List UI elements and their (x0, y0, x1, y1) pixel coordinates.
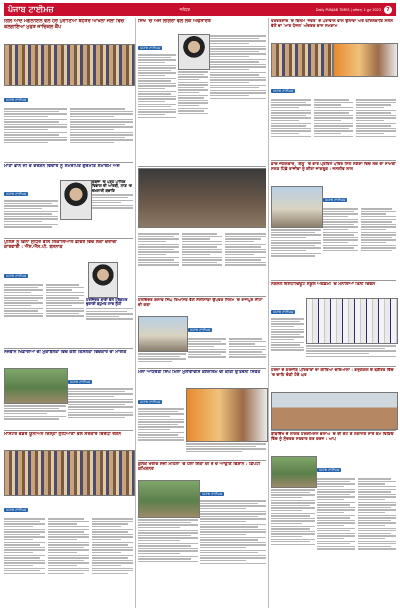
article-dc-more (138, 518, 198, 608)
byline-tag: ਪੰਜਾਬ ਟਾਈਮਜ਼ (190, 328, 211, 332)
photo-farvar-1 (271, 43, 333, 77)
byline-tag: ਪੰਜਾਬ ਟਾਈਮਜ਼ (6, 98, 27, 102)
article-sikh-body-1 (138, 34, 176, 164)
masthead-right (316, 6, 392, 14)
headline: ਨੈਸ਼ਨਲ ਇੰਸਟੀਚਿਊਟ ਸਕੂਲ ਅਕੈਡਮੀ 'ਚ ਮਨਾਇਆ ਤਿੰਨੀ ਦਿਵਸ (271, 282, 376, 287)
divider (4, 430, 133, 431)
photo-school (306, 298, 398, 344)
photo-eye-camp (4, 44, 135, 86)
photo-dak (271, 186, 323, 228)
article-police-body (4, 262, 84, 332)
page-number: 7 (384, 6, 392, 14)
divider (138, 296, 266, 297)
article-middle-body (138, 230, 266, 294)
photo-halwinder (138, 316, 188, 352)
headline: ਮਾਸਟਰ ਵੰਡਰ ਯੂਨੀਅਨ ਜ਼ਿਲ੍ਹਾ ਲੁਧਿਆਣਾ ਵੱਲੋਂ ਸਰਕਾਰ ਵਿਰਧੀ ਰੋਸ਼ਨ (4, 432, 122, 437)
article-police (4, 240, 133, 260)
byline-tag: ਪੰਜਾਬ ਟਾਈਮਜ਼ (325, 198, 346, 202)
masthead-title: ਪੰਜਾਬ ਟਾਈਮਜ਼ (8, 4, 54, 14)
article-mela-body (138, 388, 184, 458)
headline: ਸਿੱਖੋ 'ਚ ਅੱਜ ਲਗਿਰਾਂ ਵੱਲੋਂ ਲੋਕ ਅਫਸਾਰਤ (138, 19, 211, 24)
article-mela (138, 370, 266, 386)
column-divider (135, 18, 136, 608)
headline: ਬੀਬਦਿੱਖੋ ਦੇ ਲਾਗਤ ਹਰਕਮਿਸ਼ਨ ਭਲਾਅ 'ਚ ਦੀ ਕੋਟ ਕੇ ਲਗਾਨਤੇ ਸਾਰੇ ਕੰਮ ਵਿਡਿਓ ਵਿੱਚ ਨੂੰ ਸੁੰਦਰਕ ਸਰਵਾਰ ਕਰ ਕਰਜ : ਆਪ (271, 432, 394, 441)
masthead-meta: Daily PUNJAB TIMES | ਜਲੰਧਰ, 1 ਜੂਨ 2023 (315, 7, 381, 12)
photo-animal (138, 168, 266, 228)
article-sikh (138, 19, 266, 33)
article-youth-players-more (4, 404, 66, 428)
photo-aap (271, 456, 317, 488)
article-eye-camp-body (4, 86, 133, 161)
article-dc (138, 462, 266, 478)
headline: ਪੁਲਿਸ ਨੂੰ ਭਿਨਾਂ ਸੁਧਿਰ ਵਲਿੰ ਲਿਕਾਲਿਆਲ ਡੀਵਰ ਵਿੱਚੋਂ ਲੋਕਾਂ ਚੋਰਾਂਦੀ ਕਾਰਵਾਈ : ਐੱਸ.ਐੱਸ.ਪੀ. ਬਸਨਾਕ (4, 240, 117, 251)
divider (4, 162, 133, 163)
divider (138, 368, 266, 369)
article-dak-body (323, 186, 396, 278)
divider (271, 430, 396, 431)
photo-portrait (60, 180, 92, 220)
article-aap-more (271, 488, 315, 608)
divider (271, 366, 396, 367)
photo-dc (138, 480, 200, 518)
byline-tag: ਪੰਜਾਬ ਟਾਈਮਜ਼ (273, 89, 294, 93)
photo-protest (4, 450, 135, 496)
photo-youth-players (4, 368, 68, 404)
article-mata-bhano-body (4, 180, 58, 236)
headline: ਕੁਲੋਂਕ ਖਰੀਦ ਸੱਜੀ ਮਹਿਲਾ 'ਚ ਹੋਲਾ ਇੱਕਾ ਦੀ ਰੋ ਦੇ ਆਉਣਿ ਵਿਸ਼ਾਨ : ਡਿਪਟੀ ਕਮਿਸ਼ਨਰ (138, 462, 261, 473)
article-mata-bhano (4, 164, 133, 178)
article-halwinder (138, 298, 266, 314)
article-dak (271, 162, 396, 184)
article-sikh-body-2 (210, 34, 266, 164)
article-national-institute (271, 282, 396, 296)
article-harza (271, 368, 396, 390)
article-mela-more (186, 442, 266, 458)
headline: ਫਰਵਰਸ਼ਾਂਕ 'ਚ ਬਿਲਮ 'ਜਵਰ' ਦੇ ਪਰਾਵਾਲ ਵਾਲ ਉਲਾਵਾ ਅਤੇ ਫਰਿਲੋਕਾਣਿ ਸਲੋਲ ਵੱਲੋਂ ਦਾ 'ਮਾਰ ਪੈਜਲ' ਅੰਦਰਕ ਦਾਨ ਸਮਗਾਮ (271, 19, 393, 28)
photo-sikh-portrait (178, 34, 210, 70)
column-divider (268, 18, 269, 608)
article-youth-players (4, 350, 133, 366)
byline-tag: ਪੰਜਾਬ ਟਾਈਮਜ਼ (202, 492, 223, 496)
article-national-institute-body (271, 298, 304, 364)
divider (271, 160, 396, 161)
headline: ਗਿੱਲ ਆਂਦੇ ਮੋਗਲਾਇਲ ਵੱਲੋਂ ਹਰ ਪੁਰਾਣਿਆਂ ਬਹਤਰ ਆਖਲਾਂ ਜਲਾਂ ਵਿਚ ਕਲਗਾਇਆ ਮੁਫਤ ਜਾਚਿਕਲ ਕੈਂਪ (4, 19, 124, 30)
byline-tag: ਪੰਜਾਬ ਟਾਈਮਜ਼ (140, 46, 161, 50)
article-harjinder (86, 298, 133, 346)
byline-tag: ਪੰਜਾਬ ਟਾਈਮਜ਼ (319, 468, 340, 472)
photo-mela (186, 388, 268, 442)
article-eye-camp (4, 19, 133, 43)
article-halwinder-body (188, 316, 266, 364)
byline-tag: ਪੰਜਾਬ ਟਾਈਮਜ਼ (273, 310, 294, 314)
masthead (4, 3, 396, 16)
divider (138, 166, 266, 167)
article-kabza (92, 180, 133, 236)
headline: ਮਾਤਾ ਭਾਨੋ ਜੀ ਦੇ ਦਰਸ਼ਨ ਵਿਦਾਰੋ ਨੂੰ ਸਮਰਪਿਤ ਗੁਰਮਤਿ ਸਮਾਗਮ ਅੱਜ (4, 164, 120, 169)
article-farvar (271, 19, 396, 41)
byline-tag: ਪੰਜਾਬ ਟਾਈਮਜ਼ (140, 400, 161, 404)
divider (4, 348, 133, 349)
headline: ਮੇਲਾ ਆਯਰੋਤੀ ਸਿੰਘ ਮਿਲਾਂ ਮੁਲਾਵਾਵੀਸ ਕੋਲਨਰਿਮ ਦੀ ਕੀਤੀ ਉੱਤਰਨੀ ਸਿਫਤ (138, 370, 261, 375)
article-national-institute-more (306, 344, 396, 364)
headline: ਕਬਜ਼ਾ 'ਚ ਪੜ੍ਹ ਪਾਲਿਕ ਵਿਭਾਗ ਦੀ ਆਰਬੀ, ਲਾਣ 'ਚ ਦਖ਼ਲਾਰੀ ਬਚਾਇ (92, 180, 132, 193)
headline: ਡਾਕ ਜੋਗਲਕਾਰ, 'ਕੇਲੂ' 'ਚ ਭਾਰ ਪ੍ਰਤਿਨ ਪਰਿਤ ਮਿੱਲ ਸੰਗੇਸ਼ਾ ਵਿਚ ਲੋਕ ਦਾ ਸਾਮਤੀ ਸਲਣ ਪਿੱਛੇ ਰਾਜੀਵਾ ਨੂੰ ਕੀਤਾ ਜਾਗਰੂਕ : ਜਸਲੀਵ ਲਾਲ (271, 162, 396, 171)
headline: ਹਰਜ਼ਾ ਦੇ ਗਰਜੀਬ ਪਰਿਵਾਰਾਂ ਦਾ ਕੀਤਿਆ ਦਰਿਆਲਾ : ਗਜ਼ੁਗੰਗਲ ਦੇ ਬਗ਼ੈਰੋਤ ਵਿੱਚ 'ਚ ਚਾਹਿ ਚੋਣੀ ਹੋਏ ਘਰ (271, 368, 394, 377)
article-dark-photo-caption (138, 168, 266, 228)
article-aap (271, 432, 396, 454)
byline-tag: ਪੰਜਾਬ ਟਾਈਮਜ਼ (70, 380, 91, 384)
divider (138, 460, 266, 461)
masthead-section: ਜਲੰਧਰ (179, 7, 190, 12)
headline: ਨੌਜਵਾਨ ਖਿਡਾਰੀਆਂ ਦੀ ਮੁਕਾਬਲਤਾ ਵਿਚ ਕਈ ਕਿਸਲਤਾ ਵਿਚਕਾਰ ਦਾ ਮਾਰੀਕ (4, 350, 127, 355)
article-youth-players-body (68, 368, 133, 428)
article-dak-more (271, 228, 321, 278)
headline: ਹਰਜਿੰਦਰ ਬਾਈ ਵੱਲੋਂ ਟ੍ਰੈਕਟਰ ਚੁਰਾਈ ਬਹੁਮਤ ਲਾਦ ਲੁੱਟੀ (86, 298, 128, 307)
divider (4, 238, 133, 239)
byline-tag: ਪੰਜਾਬ ਟਾਈਮਜ਼ (6, 508, 27, 512)
photo-ssp-portrait (88, 262, 118, 298)
article-sikh-body-3 (178, 70, 208, 164)
article-halwinder-more (138, 352, 186, 368)
article-dc-body (200, 480, 266, 608)
byline-tag: ਪੰਜਾਬ ਟਾਈਮਜ਼ (6, 274, 27, 278)
article-aap-body (317, 456, 396, 608)
byline-tag: ਪੰਜਾਬ ਟਾਈਮਜ਼ (6, 192, 27, 196)
headline: ਹਲਵਿੰਦਰ ਕਲਾਵ ਸਿੰਘ ਰਿਆਸਤ ਵੱਲੋਂ ਸੋਲੀਸਾਂਡਾ ਉਪਵਰ ਨਿਲਮ 'ਚ ਰਾਜਪੁਰ ਸੀਟਾ ਦੀ ਕਥਾ (138, 298, 263, 307)
photo-houses (271, 392, 398, 430)
article-farvar-body (271, 77, 396, 159)
divider (271, 280, 396, 281)
article-master-cadre-body (4, 496, 133, 608)
photo-farvar-2 (333, 43, 398, 77)
article-master-cadre (4, 432, 133, 448)
